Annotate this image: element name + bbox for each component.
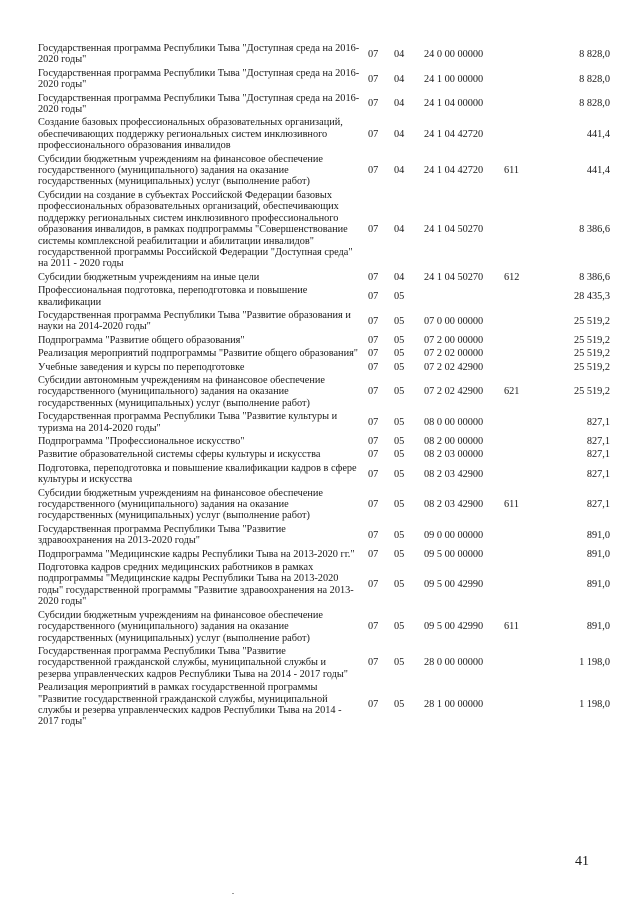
subsection-code: 04 — [394, 128, 405, 140]
amount: 25 519,2 — [573, 348, 610, 360]
item-name: Государственная программа Республики Тыва "Доступная среда на 2016-2020 годы" — [38, 67, 360, 91]
amount: 891,0 — [586, 621, 610, 633]
expense-type-code — [504, 435, 538, 448]
subsection-code: 04 — [394, 73, 405, 85]
expense-type-code — [504, 548, 538, 561]
item-name: Учебные заведения и курсы по переподготовке — [38, 361, 245, 373]
item-name: Подпрограмма "Медицинские кадры Республики Тыва на 2013-2020 гг." — [38, 548, 355, 560]
amount: 1 198,0 — [579, 657, 610, 669]
table-row — [38, 361, 610, 374]
section-code: 07 — [368, 271, 379, 283]
table-row — [38, 334, 610, 347]
subsection-code: 05 — [394, 334, 405, 346]
table-row — [38, 645, 610, 681]
subsection-code: 05 — [394, 621, 405, 633]
section-code: 07 — [368, 315, 379, 327]
subsection-code: 04 — [394, 48, 405, 60]
item-name: Субсидии на создание в субъектах Российской Федерации базовых профессиональных образовательных организаций, обеспечивающих поддержку региональных систем инклюзивного профессионального образования инвалидов, в рамках подпрограммы "Совершенствование системы комплексной реабилитации и абилитации инвалидов" государственной программы Российской Федерации "Доступная среда" на 2011 - 2020 годы — [38, 189, 353, 270]
table-row — [38, 561, 610, 609]
amount: 8 828,0 — [579, 48, 610, 60]
target-article-code: 07 2 02 42900 — [424, 386, 484, 398]
table-row — [38, 681, 610, 729]
section-code: 07 — [368, 165, 379, 177]
item-name: Реализация мероприятий в рамках государственной программы "Развитие государственной гражданской службы, муниципальной службы и резерва управленческих кадров Республики Тыва на 2014 - 2017 годы" — [38, 682, 342, 728]
target-article-code: 09 0 00 00000 — [424, 529, 484, 541]
item-name: Профессиональная подготовка, переподготовка и повышение квалификации — [38, 285, 308, 308]
subsection-code: 05 — [394, 416, 405, 428]
table-row — [38, 462, 610, 487]
table-row — [38, 67, 610, 92]
amount: 827,1 — [586, 449, 610, 461]
item-name: Государственная программа Республики Тыва "Доступная среда на 2016-2020 годы" — [38, 43, 360, 66]
expense-type-code — [504, 189, 538, 271]
expense-type-code — [504, 284, 538, 309]
section-code: 07 — [368, 436, 379, 447]
section-code: 07 — [368, 361, 379, 373]
scan-speck — [232, 893, 234, 894]
section-code: 07 — [368, 334, 379, 346]
table-row — [38, 271, 610, 284]
expense-type-code — [504, 645, 538, 681]
expense-type-code — [504, 523, 538, 548]
table-row — [38, 92, 610, 117]
subsection-code: 04 — [394, 224, 405, 236]
expense-type-code — [504, 67, 538, 92]
target-article-code: 09 5 00 42990 — [424, 621, 484, 633]
amount: 827,1 — [586, 436, 610, 447]
table-row — [38, 487, 610, 523]
item-name: Государственная программа Республики Тыва "Развитие культуры и туризма на 2014-2020 годы" — [38, 411, 338, 434]
section-code: 07 — [368, 98, 379, 110]
subsection-code: 04 — [394, 98, 405, 110]
amount: 28 435,3 — [573, 290, 610, 302]
section-code: 07 — [368, 529, 379, 541]
subsection-code: 04 — [394, 165, 405, 177]
subsection-code: 05 — [394, 290, 405, 302]
expense-type-code — [504, 681, 538, 729]
expense-type-code — [504, 309, 538, 334]
expense-type-code — [504, 42, 538, 67]
section-code: 07 — [368, 224, 379, 236]
section-code: 07 — [368, 348, 379, 360]
amount: 1 198,0 — [579, 699, 610, 711]
section-code: 07 — [368, 128, 379, 140]
section-code: 07 — [368, 449, 379, 461]
item-name: Государственная программа Республики Тыва "Развитие здравоохранения на 2013-2020 годы" — [38, 523, 286, 547]
target-article-code: 24 1 00 00000 — [424, 73, 484, 85]
expense-type-code — [504, 92, 538, 117]
subsection-code: 05 — [394, 548, 405, 560]
table-row — [38, 548, 610, 561]
subsection-code: 05 — [394, 449, 405, 461]
subsection-code: 05 — [394, 361, 405, 373]
target-article-code: 24 1 04 50270 — [424, 224, 484, 236]
item-name: Подготовка, переподготовка и повышение квалификации кадров в сфере культуры и искусства — [38, 462, 357, 486]
expense-type-code: 611 — [504, 499, 520, 511]
amount: 8 828,0 — [579, 98, 610, 110]
amount: 441,4 — [586, 165, 610, 177]
section-code: 07 — [368, 699, 379, 711]
item-name: Субсидии бюджетным учреждениям на финансовое обеспечение государственного (муниципального) задания на оказание государственных (муниципальных) услуг (выполнение работ) — [38, 609, 323, 644]
item-name: Развитие образовательной системы сферы культуры и искусства — [38, 449, 321, 461]
target-article-code: 24 1 04 00000 — [424, 98, 484, 110]
amount: 891,0 — [586, 579, 610, 591]
item-name: Государственная программа Республики Тыва "Развитие образования и науки на 2014-2020 годы" — [38, 309, 351, 333]
section-code: 07 — [368, 48, 379, 60]
expense-type-code — [504, 116, 538, 152]
table-row — [38, 435, 610, 448]
table-row — [38, 347, 610, 360]
expense-type-code: 621 — [504, 386, 520, 398]
table-row — [38, 42, 610, 67]
item-name: Государственная программа Республики Тыва "Доступная среда на 2016-2020 годы" — [38, 92, 360, 116]
subsection-code: 05 — [394, 468, 405, 480]
target-article-code — [424, 284, 504, 309]
item-name: Субсидии бюджетным учреждениям на финансовое обеспечение государственного (муниципального) задания на оказание государственных (муниципальных) услуг (выполнение работ) — [38, 153, 323, 188]
section-code: 07 — [368, 386, 379, 398]
target-article-code: 07 2 02 00000 — [424, 348, 484, 360]
subsection-code: 05 — [394, 386, 405, 398]
amount: 827,1 — [586, 468, 610, 480]
budget-table-page — [38, 42, 610, 729]
expense-type-code — [504, 410, 538, 435]
subsection-code: 05 — [394, 699, 405, 711]
section-code: 07 — [368, 499, 379, 511]
subsection-code: 05 — [394, 529, 405, 541]
item-name: Подпрограмма "Развитие общего образования" — [38, 334, 245, 346]
expense-type-code — [504, 561, 538, 609]
target-article-code: 28 0 00 00000 — [424, 657, 484, 669]
expense-type-code — [504, 334, 538, 347]
subsection-code: 04 — [394, 271, 405, 283]
target-article-code: 24 1 04 50270 — [424, 271, 484, 283]
amount: 25 519,2 — [573, 361, 610, 373]
target-article-code: 07 0 00 00000 — [424, 315, 484, 327]
amount: 25 519,2 — [573, 386, 610, 398]
item-name: Субсидии бюджетным учреждениям на иные цели — [38, 271, 260, 283]
subsection-code: 05 — [394, 436, 405, 447]
expense-type-code: 611 — [504, 621, 520, 633]
amount: 25 519,2 — [573, 315, 610, 327]
amount: 8 386,6 — [579, 224, 610, 236]
table-row — [38, 609, 610, 645]
table-row — [38, 309, 610, 334]
budget-table-body — [38, 42, 610, 729]
amount: 25 519,2 — [573, 334, 610, 346]
target-article-code: 07 2 02 42900 — [424, 361, 484, 373]
section-code: 07 — [368, 657, 379, 669]
table-row — [38, 410, 610, 435]
item-name: Государственная программа Республики Тыва "Развитие государственной гражданской службы, муниципальной службы и резерва управленческих кадров Республики Тыва на 2014 - 2017 годы" — [38, 645, 348, 680]
target-article-code: 08 0 00 00000 — [424, 416, 484, 428]
item-name: Субсидии бюджетным учреждениям на финансовое обеспечение государственного (муниципального) задания на оказание государственных (муниципальных) услуг (выполнение работ) — [38, 487, 323, 522]
expense-type-code — [504, 448, 538, 461]
budget-table — [38, 42, 610, 729]
target-article-code: 09 5 00 42990 — [424, 579, 484, 591]
target-article-code: 28 1 00 00000 — [424, 699, 484, 711]
item-name: Подготовка кадров средних медицинских работников в рамках подпрограммы "Медицинские кадры Республики Тыва на 2013-2020 годы" государственной программы "Развитие здравоохранения на 2013-2020 годы" — [38, 562, 354, 608]
amount: 827,1 — [586, 416, 610, 428]
table-row — [38, 116, 610, 152]
subsection-code: 05 — [394, 348, 405, 360]
expense-type-code — [504, 347, 538, 360]
section-code: 07 — [368, 468, 379, 480]
item-name: Создание базовых профессиональных образовательных организаций, обеспечивающих поддержку региональных систем инклюзивного профессионального образования инвалидов — [38, 117, 343, 152]
target-article-code: 08 2 00 00000 — [424, 436, 484, 447]
subsection-code: 05 — [394, 579, 405, 591]
target-article-code: 08 2 03 42900 — [424, 499, 484, 511]
target-article-code: 07 2 00 00000 — [424, 334, 484, 346]
target-article-code: 08 2 03 00000 — [424, 449, 484, 461]
target-article-code: 24 0 00 00000 — [424, 48, 484, 60]
target-article-code: 24 1 04 42720 — [424, 128, 484, 140]
section-code: 07 — [368, 548, 379, 560]
section-code: 07 — [368, 579, 379, 591]
target-article-code: 24 1 04 42720 — [424, 165, 484, 177]
expense-type-code — [504, 462, 538, 487]
item-name: Субсидии автономным учреждениям на финансовое обеспечение государственного (муниципального) задания на оказание государственных (муниципальных) услуг (выполнение работ) — [38, 374, 325, 409]
amount: 891,0 — [586, 529, 610, 541]
amount: 891,0 — [586, 548, 610, 560]
item-name: Подпрограмма "Профессиональное искусство" — [38, 436, 245, 447]
expense-type-code — [504, 361, 538, 374]
section-code: 07 — [368, 73, 379, 85]
amount: 441,4 — [586, 128, 610, 140]
table-row — [38, 153, 610, 189]
table-row — [38, 448, 610, 461]
subsection-code: 05 — [394, 499, 405, 511]
amount: 8 828,0 — [579, 73, 610, 85]
item-name: Реализация мероприятий подпрограммы "Развитие общего образования" — [38, 348, 359, 360]
section-code: 07 — [368, 621, 379, 633]
target-article-code: 08 2 03 42900 — [424, 468, 484, 480]
table-row — [38, 523, 610, 548]
target-article-code: 09 5 00 00000 — [424, 548, 484, 560]
amount: 827,1 — [586, 499, 610, 511]
amount: 8 386,6 — [579, 271, 610, 283]
section-code: 07 — [368, 290, 379, 302]
subsection-code: 05 — [394, 657, 405, 669]
expense-type-code: 611 — [504, 165, 520, 177]
table-row — [38, 374, 610, 410]
expense-type-code: 612 — [504, 271, 520, 283]
subsection-code: 05 — [394, 315, 405, 327]
table-row — [38, 284, 610, 309]
table-row — [38, 189, 610, 271]
section-code: 07 — [368, 416, 379, 428]
page-number: 41 — [575, 854, 589, 869]
